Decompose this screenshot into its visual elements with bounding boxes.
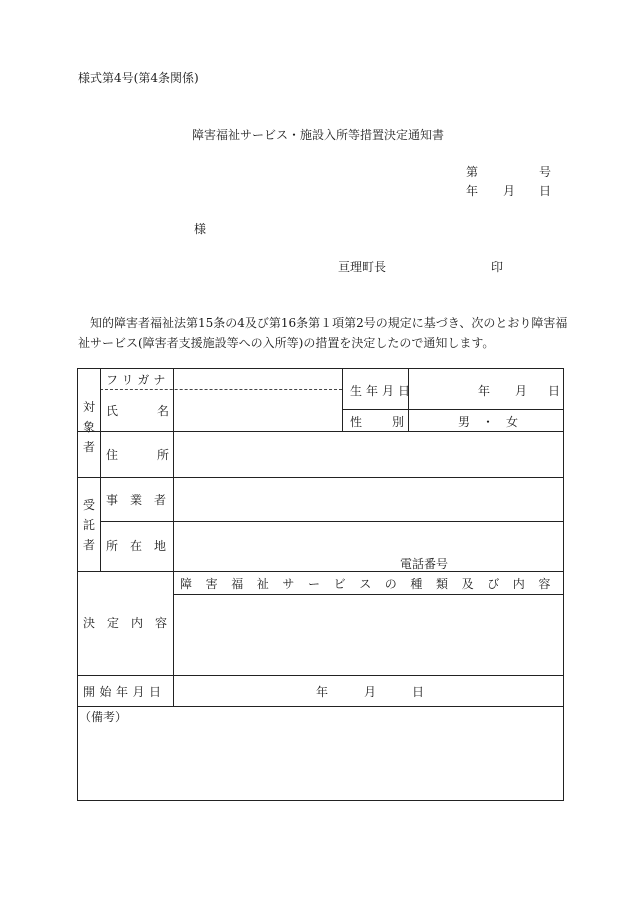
remarks-label: （備考） xyxy=(79,710,128,724)
date-day: 日 xyxy=(539,184,552,198)
start-year: 年 xyxy=(316,685,329,699)
number-dai: 第 xyxy=(466,165,479,179)
start-date-label: 開始年月日 xyxy=(83,685,166,699)
furigana-label: フリガナ xyxy=(106,373,170,387)
birth-year: 年 xyxy=(478,384,491,398)
phone-label: 電話番号 xyxy=(400,557,449,571)
birth-day: 日 xyxy=(548,384,561,398)
number-go: 号 xyxy=(539,165,552,179)
sex-label-2: 別 xyxy=(392,415,405,429)
address-label-2: 所 xyxy=(157,448,170,462)
start-day: 日 xyxy=(412,685,425,699)
issuer-name: 亘理町長 xyxy=(338,260,387,274)
location-label: 所在地 xyxy=(106,539,179,553)
form-number: 様式第4号(第4条関係) xyxy=(78,71,199,85)
start-month: 月 xyxy=(364,685,377,699)
notice-body: 知的障害者福祉法第15条の4及び第16条第１項第2号の規定に基づき、次のとおり障害福祉サービス(障害者支援施設等への入所等)の措置を決定したので通知します。 xyxy=(78,316,568,350)
sex-label-1: 性 xyxy=(350,415,363,429)
decision-form-table xyxy=(77,368,564,801)
business-label: 事業者 xyxy=(106,493,179,507)
seal-mark: 印 xyxy=(491,260,504,274)
sex-options: 男 ・ 女 xyxy=(458,415,519,429)
date-year: 年 xyxy=(466,184,479,198)
birthdate-label-text: 生年月日 xyxy=(350,384,415,398)
document-title: 障害福祉サービス・施設入所等措置決定通知書 xyxy=(192,128,445,142)
date-month: 月 xyxy=(503,184,516,198)
address-label-1: 住 xyxy=(106,448,119,462)
birth-month: 月 xyxy=(515,384,528,398)
name-label-2: 名 xyxy=(157,404,170,418)
contractor-group-label: 受託者 xyxy=(82,498,95,552)
birthdate-label xyxy=(350,382,415,399)
subject-group-label: 対象者 xyxy=(82,400,95,454)
service-header: 障害福祉サービスの種類及び内容 xyxy=(180,577,565,591)
addressee-sama: 様 xyxy=(194,222,207,236)
name-label-1: 氏 xyxy=(106,404,119,418)
decision-label: 決定内容 xyxy=(83,616,180,630)
